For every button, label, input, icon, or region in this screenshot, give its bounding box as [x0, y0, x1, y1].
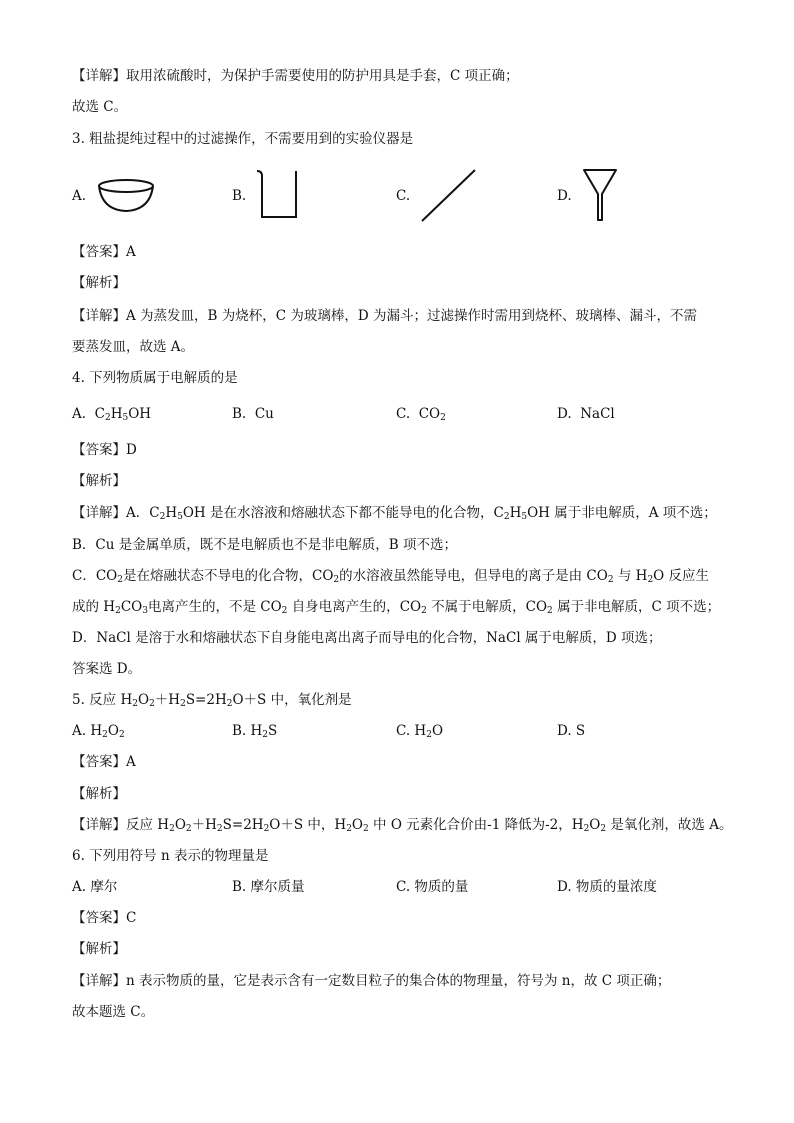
q4-option-c: C. $CO_2$: [396, 406, 446, 423]
q3-detail-line-1: 【详解】A 为蒸发皿，B 为烧杯，C 为玻璃棒，D 为漏斗；过滤操作时需用到烧杯、玻璃棒、漏斗，不需: [72, 308, 697, 324]
q3-detail-line-2: 要蒸发皿，故选 A。: [72, 339, 195, 355]
q6-option-a: A. 摩尔: [72, 879, 118, 895]
q6-answer: 【答案】C: [72, 910, 137, 926]
evaporating-dish-icon: [96, 176, 156, 216]
q4-conclusion: 答案选 D。: [72, 661, 142, 677]
q5-analysis-label: 【解析】: [72, 786, 126, 802]
q6-option-b: B. 摩尔质量: [232, 879, 305, 895]
q3-option-d-label: D.: [557, 188, 572, 204]
q3-option-c-label: C.: [396, 188, 411, 204]
q3-analysis-label: 【解析】: [72, 275, 126, 291]
q5-detail: 【详解】反应 $H_2O_2+H_2S=2H_2O+S$ 中，$H_2O_2$ 中 O 元素化合价由-1 降低为-2，$H_2O_2$ 是氧化剂，故选 A。: [72, 817, 733, 834]
q4-question: 4. 下列物质属于电解质的是: [72, 370, 238, 386]
q2-detail: 【详解】取用浓硫酸时，为保护手需要使用的防护用具是手套，C 项正确；: [72, 68, 519, 84]
q4-detail-b: B．Cu 是金属单质，既不是电解质也不是非电解质，B 项不选；: [72, 537, 457, 553]
q3-answer: 【答案】A: [72, 244, 136, 260]
q6-detail: 【详解】n 表示物质的量，它是表示含有一定数目粒子的集合体的物理量，符号为 n，故 C 项正确；: [72, 973, 671, 989]
q5-option-a: A. $H_2O_2$: [72, 723, 125, 740]
q3-question: 3. 粗盐提纯过程中的过滤操作，不需要用到的实验仪器是: [72, 131, 414, 147]
q2-conclusion: 故选 C。: [72, 99, 128, 115]
q5-answer: 【答案】A: [72, 754, 136, 770]
q6-analysis-label: 【解析】: [72, 941, 126, 957]
q4-option-a: A. $C_2H_5OH$: [72, 406, 152, 423]
q5-option-c: C. $H_2O$: [396, 723, 444, 740]
q6-question: 6. 下列用符号 n 表示的物理量是: [72, 848, 269, 864]
q3-option-b-label: B.: [232, 188, 247, 204]
q5-option-d: D. S: [557, 723, 586, 739]
funnel-icon: [580, 166, 620, 224]
glass-rod-icon: [418, 166, 480, 226]
q4-detail-d: D．NaCl 是溶于水和熔融状态下自身能电离出离子而导电的化合物，NaCl 属于电解质，D 项选；: [72, 630, 662, 646]
q4-detail-a: 【详解】A．$C_2H_5OH$ 是在水溶液和熔融状态下都不能导电的化合物，$C_2H_5OH$ 属于非电解质，A 项不选；: [72, 505, 717, 522]
q4-option-d: D. NaCl: [557, 406, 615, 422]
q4-detail-c-1: C．$CO_2$是在熔融状态不导电的化合物，$CO_2$的水溶液虽然能导电，但导电的离子是由 $CO_2$ 与 $H_2O$ 反应生: [72, 568, 710, 585]
q6-option-d: D. 物质的量浓度: [557, 879, 657, 895]
q5-question: 5. 反应 $H_2O_2+H_2S=2H_2O+S$ 中，氧化剂是: [72, 692, 352, 709]
q6-conclusion: 故本题选 C。: [72, 1004, 155, 1020]
q5-option-b: B. $H_2S$: [232, 723, 278, 740]
q4-option-b: B. Cu: [232, 406, 274, 422]
q4-answer: 【答案】D: [72, 442, 137, 458]
q4-detail-c-2: 成的 $H_2CO_3$电离产生的，不是 $CO_2$ 自身电离产生的，$CO_2$ 不属于电解质，$CO_2$ 属于非电解质，C 项不选；: [72, 599, 721, 616]
q6-option-c: C. 物质的量: [396, 879, 469, 895]
q3-option-a-label: A.: [72, 188, 87, 204]
q4-analysis-label: 【解析】: [72, 473, 126, 489]
beaker-icon: [254, 168, 302, 222]
